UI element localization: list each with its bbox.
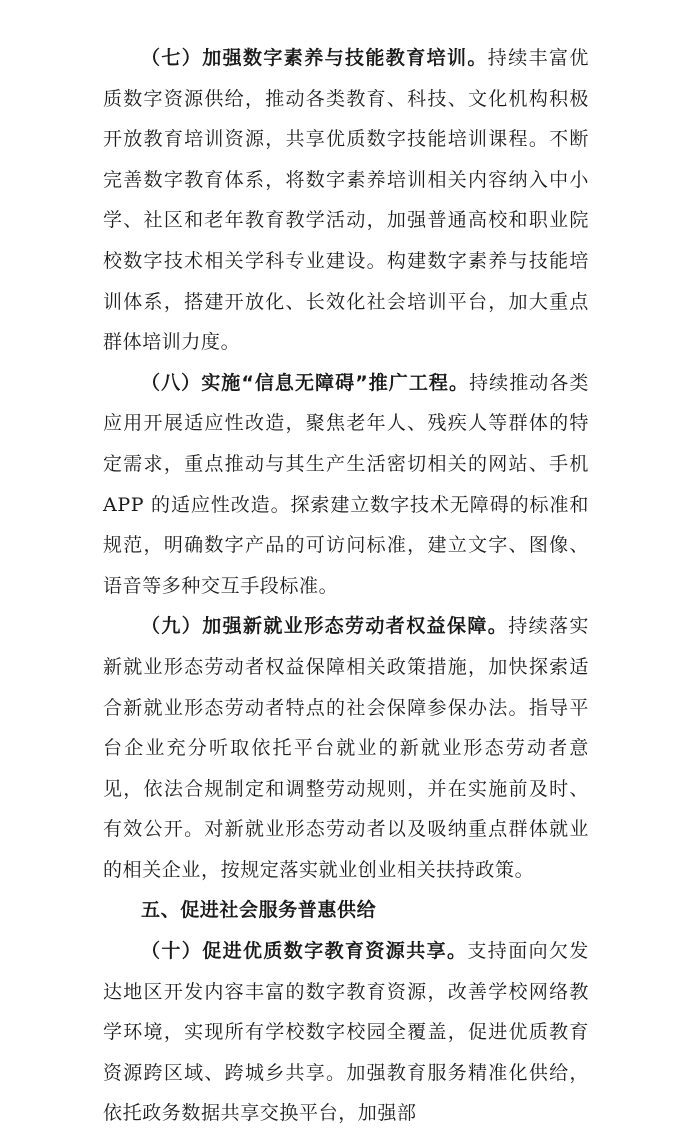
paragraph-9-heading: （九）加强新就业形态劳动者权益保障。 [141, 615, 509, 638]
paragraph-8-heading: （八）实施“信息无障碍”推广工程。 [141, 371, 470, 394]
document-page [103, 38, 589, 1134]
paragraph-8-body: 持续推动各类应用开展适应性改造，聚焦老年人、残疾人等群体的特定需求，重点推动与其生产生活密切相关的网站、手机 APP 的适应性改造。探索建立数字技术无障碍的标准和规范，明确数字产品的可访问标准，建立文字、图像、语音等多种交互手段标准。 [103, 371, 589, 597]
paragraph-10 [103, 931, 589, 1134]
paragraph-9-body: 持续落实新就业形态劳动者权益保障相关政策措施，加快探索适合新就业形态劳动者特点的社会保障参保办法。指导平台企业充分听取依托平台就业的新就业形态劳动者意见，依法合规制定和调整劳动规则，并在实施前及时、有效公开。对新就业形态劳动者以及吸纳重点群体就业的相关企业，按规定落实就业创业相关扶持政策。 [103, 615, 589, 881]
paragraph-8 [103, 363, 589, 607]
paragraph-10-heading: （十）促进优质数字教育资源共享。 [141, 940, 468, 963]
paragraph-9 [103, 606, 589, 890]
paragraph-10-body: 支持面向欠发达地区开发内容丰富的数字教育资源，改善学校网络教学环境，实现所有学校数字校园全覆盖，促进优质教育资源跨区域、跨城乡共享。加强教育服务精准化供给，依托政务数据共享交换平台，加强部 [103, 940, 589, 1125]
paragraph-7-body: 持续丰富优质数字资源供给，推动各类教育、科技、文化机构积极开放教育培训资源，共享优质数字技能培训课程。不断完善数字教育体系，将数字素养培训相关内容纳入中小学、社区和老年教育教学活动，加强普通高校和职业院校数字技术相关学科专业建设。构建数字素养与技能培训体系，搭建开放化、长效化社会培训平台，加大重点群体培训力度。 [103, 47, 589, 354]
paragraph-7-heading: （七）加强数字素养与技能教育培训。 [141, 47, 488, 69]
section-heading: 五、促进社会服务普惠供给 [141, 899, 377, 922]
paragraph-7 [103, 38, 589, 363]
